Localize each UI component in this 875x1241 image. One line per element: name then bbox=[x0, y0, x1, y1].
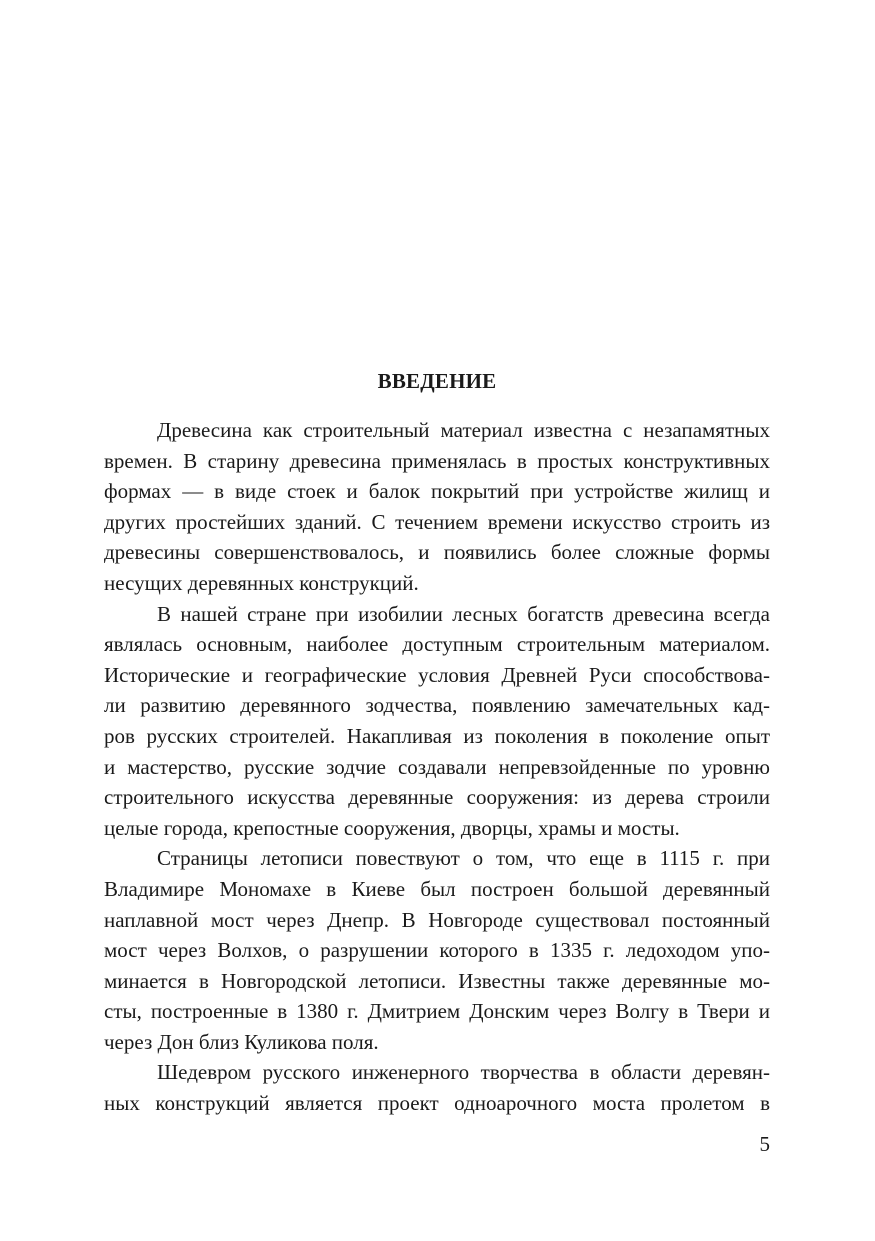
text-line: являлась основным, наиболее доступным строительным материалом. bbox=[104, 632, 770, 657]
text-line: ров русских строителей. Накапливая из поколения в поколение опыт bbox=[104, 723, 770, 748]
page-number: 5 bbox=[759, 1132, 770, 1156]
text-line: через Дон близ Куликова поля. bbox=[104, 1029, 379, 1054]
text-line: наплавной мост через Днепр. В Новгороде существовал постоянный bbox=[104, 907, 770, 932]
text-line: времен. В старину древесина применялась в простых конструктивных bbox=[104, 448, 770, 473]
text-line: и мастерство, русские зодчие создавали непревзойденные по уровню bbox=[104, 754, 770, 779]
text-line: Древесина как строительный материал известна с незапамятных bbox=[157, 418, 770, 442]
paragraph-1 bbox=[104, 415, 770, 599]
paragraph-4 bbox=[104, 1057, 770, 1118]
paragraph-2 bbox=[104, 599, 770, 844]
text-line: несущих деревянных конструкций. bbox=[104, 570, 419, 595]
text-line: ных конструкций является проект одноарочного моста пролетом в bbox=[104, 1091, 770, 1116]
text-line: сты, построенные в 1380 г. Дмитрием Донским через Волгу в Твери и bbox=[104, 999, 770, 1024]
paragraph-3 bbox=[104, 843, 770, 1057]
text-line: Страницы летописи повествуют о том, что еще в 1115 г. при bbox=[157, 846, 770, 871]
chapter-heading: ВВЕДЕНИЕ bbox=[377, 369, 497, 393]
text-line: древесины совершенствовалось, и появились более сложные формы bbox=[104, 540, 770, 565]
text-line: ли развитию деревянного зодчества, появлению замечательных кад- bbox=[104, 693, 770, 718]
text-line: Шедевром русского инженерного творчества в области деревян- bbox=[157, 1060, 770, 1085]
text-line: Исторические и географические условия Древней Руси способствова- bbox=[104, 662, 770, 687]
text-line: В нашей стране при изобилии лесных богатств древесина всегда bbox=[157, 601, 770, 626]
text-line: целые города, крепостные сооружения, дворцы, храмы и мосты. bbox=[104, 815, 680, 840]
text-line: мост через Волхов, о разрушении которого в 1335 г. ледоходом упо- bbox=[104, 938, 770, 963]
text-line: минается в Новгородской летописи. Известны также деревянные мо- bbox=[104, 968, 770, 993]
text-line: формах — в виде стоек и балок покрытий при устройстве жилищ и bbox=[104, 479, 770, 504]
text-line: Владимире Мономахе в Киеве был построен большой деревянный bbox=[104, 876, 770, 901]
text-line: строительного искусства деревянные сооружения: из дерева строили bbox=[104, 785, 770, 810]
text-line: других простейших зданий. С течением времени искусство строить из bbox=[104, 509, 770, 534]
body-text bbox=[104, 415, 770, 1119]
